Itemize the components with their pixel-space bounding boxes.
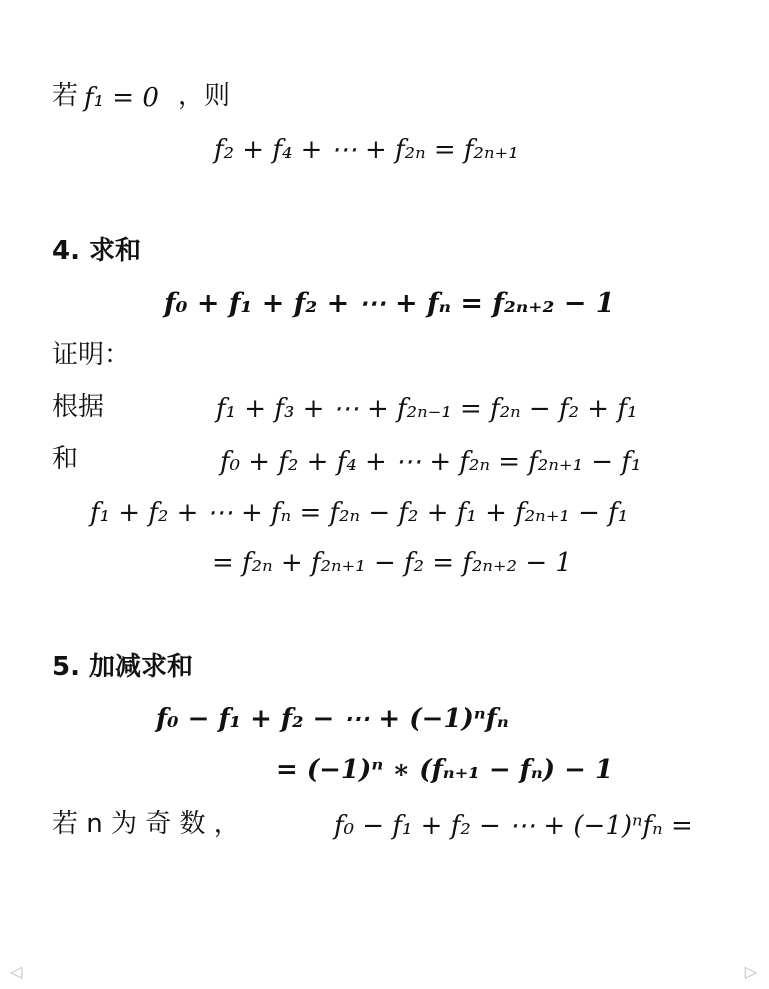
sum-formula: f₀ + f₁ + f₂ + ⋯ + fₙ = f₂ₙ₊₂ − 1 [164, 288, 615, 319]
section-5-heading: 5. 加减求和 [52, 652, 194, 682]
odd-sum-identity: f₁ + f₃ + ⋯ + f₂ₙ₋₁ = f₂ₙ − f₂ + f₁ [216, 394, 638, 424]
alternating-sum-formula-lhs: f₀ − f₁ + f₂ − ⋯ + (−1)ⁿfₙ [156, 704, 509, 734]
prev-page-icon[interactable]: ◁ [10, 962, 23, 981]
condition-formula: f₁ = 0 [84, 83, 159, 113]
sum-derivation-line-2: = f₂ₙ + f₂ₙ₊₁ − f₂ = f₂ₙ₊₂ − 1 [212, 548, 572, 578]
then-label: ，则 [178, 81, 231, 111]
basis-label: 根据 [52, 392, 105, 422]
proof-label: 证明： [52, 340, 131, 370]
even-sum-formula: f₂ + f₄ + ⋯ + f₂ₙ = f₂ₙ₊₁ [214, 135, 519, 165]
next-page-icon[interactable]: ▷ [744, 962, 757, 981]
odd-case-label: 若 n 为 奇 数 ， [52, 809, 240, 839]
and-label: 和 [52, 444, 79, 474]
even-sum-identity: f₀ + f₂ + f₄ + ⋯ + f₂ₙ = f₂ₙ₊₁ − f₁ [220, 447, 642, 477]
section-4-heading: 4. 求和 [52, 236, 142, 266]
intro-label: 若 [52, 81, 79, 111]
alternating-sum-formula-rhs: = (−1)ⁿ ∗ (fₙ₊₁ − fₙ) − 1 [276, 755, 614, 785]
sum-derivation-line-1: f₁ + f₂ + ⋯ + fₙ = f₂ₙ − f₂ + f₁ + f₂ₙ₊₁ − f₁ [90, 498, 629, 528]
odd-case-formula: f₀ − f₁ + f₂ − ⋯ + (−1)ⁿfₙ = [334, 811, 693, 841]
